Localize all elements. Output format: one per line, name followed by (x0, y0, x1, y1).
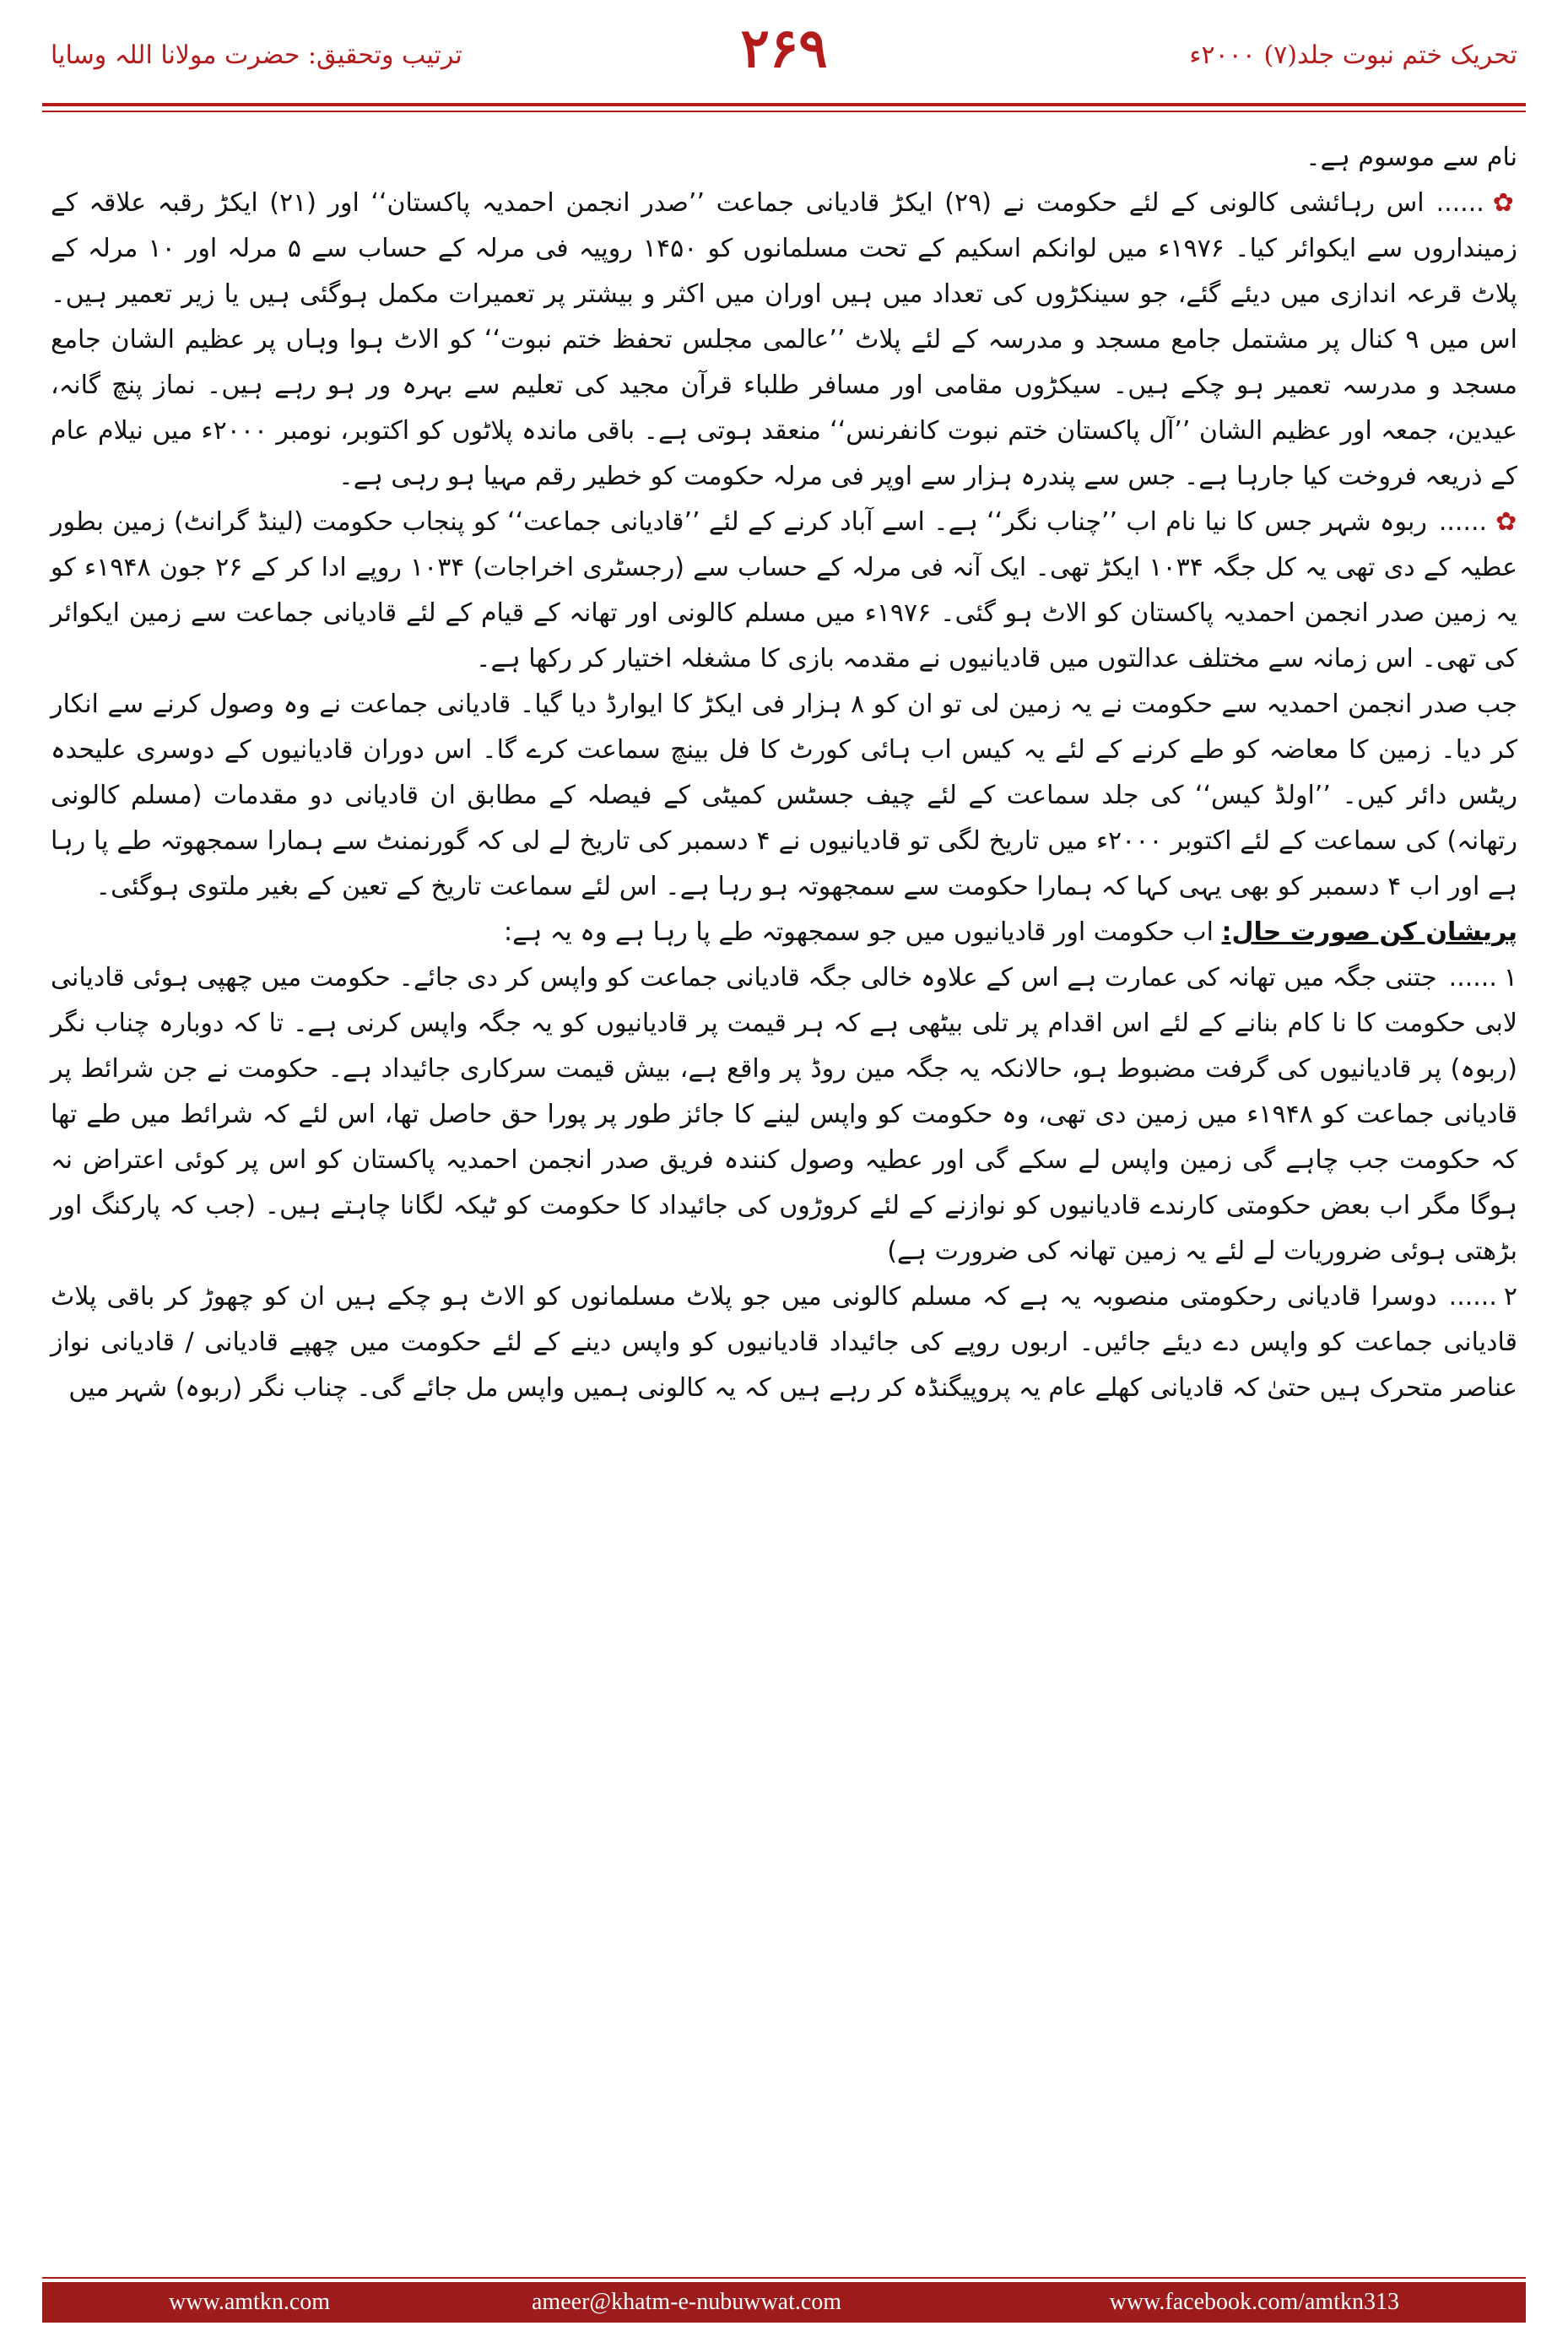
footer-divider (42, 2277, 1526, 2279)
paragraph-text: اس رہائشی کالونی کے لئے حکومت نے (۲۹) ایکڑ قادیانی جماعت ’’صدر انجمن احمدیہ پاکستان‘‘ اور (۲۱) ایکڑ رقبہ علاقہ کے زمینداروں سے ایکوائر کیا۔ ۱۹۷۶ء میں لوانکم اسکیم کے تحت مسلمانوں کو ۱۴۵۰ روپیہ فی مرلہ کے حساب سے ۵ مرلہ اور ۱۰ مرلہ کے پلاٹ قرعہ اندازی میں دیئے گئے، جو سینکڑوں کی تعداد میں ہیں اوران میں اکثر و بیشتر پر تعمیرات مکمل ہوگئی ہیں یا زیر تعمیر ہیں۔ اس میں ۹ کنال پر مشتمل جامع مسجد و مدرسہ کے لئے پلاٹ ’’عالمی مجلس تحفظ ختم نبوت‘‘ کو الاٹ ہوا وہاں پر عظیم الشان جامع مسجد و مدرسہ تعمیر ہو چکے ہیں۔ سیکڑوں مقامی اور مسافر طلباء قرآن مجید کی تعلیم سے بہرہ ور ہو رہے ہیں۔ نماز پنچ گانہ، عیدین، جمعہ اور عظیم الشان ’’آل پاکستان ختم نبوت کانفرنس‘‘ منعقد ہوتی ہے۔ باقی ماندہ پلاٹوں کو اکتوبر، نومبر ۲۰۰۰ء میں نیلام عام کے ذریعہ فروخت کیا جارہا ہے۔ جس سے پندرہ ہزار سے اوپر فی مرلہ حکومت کو خطیر رقم مہیا ہو رہی ہے۔ (51, 188, 1517, 491)
item-text: جتنی جگہ میں تھانہ کی عمارت ہے اس کے علاوہ خالی جگہ قادیانی جماعت کو واپس کر دی جائے۔ حکومت میں چھپی ہوئی قادیانی لابی حکومت کا نا کام بنانے کے لئے اس اقدام پر تلی بیٹھی ہے کہ ہر قیمت پر قادیانیوں کو یہ جگہ واپس کرنی ہے۔ تا کہ دوبارہ چناب نگر (ربوہ) پر قادیانیوں کی گرفت مضبوط ہو، حالانکہ یہ جگہ مین روڈ پر واقع ہے، بیش قیمت سرکاری جائیداد ہے۔ حکومت نے جن شرائط پر قادیانی جماعت کو ۱۹۴۸ء میں زمین دی تھی، وہ حکومت کو واپس لینے کا جائز طور پر پورا حق حاصل تھا، اس لئے کہ شرائط میں طے تھا کہ حکومت جب چاہے گی زمین واپس لے سکے گی اور عطیہ وصول کنندہ فریق صدر انجمن احمدیہ پاکستان کو اس پر کوئی اعتراض نہ ہوگا مگر اب بعض حکومتی کارندے قادیانیوں کو نوازنے کے لئے کروڑوں کی جائیداد کا حکومت کو ٹیکہ لگانا چاہتے ہیں۔ (جب کہ پارکنگ اور بڑھتی ہوئی ضروریات لے لئے یہ زمین تھانہ کی ضرورت ہے) (51, 963, 1518, 1266)
page-footer (42, 2282, 1526, 2323)
item-number: ۲ (1503, 1282, 1517, 1312)
list-item (51, 955, 1517, 1274)
bullet-dots: ...... (1438, 507, 1488, 537)
paragraph (51, 500, 1517, 682)
item-number: ۱ (1503, 963, 1517, 993)
bullet-dots: ...... (1448, 1282, 1497, 1312)
item-text: دوسرا قادیانی رحکومتی منصوبہ یہ ہے کہ مسلم کالونی میں جو پلاٹ مسلمانوں کو الاٹ ہو چکے ہیں ان کو چھوڑ کر باقی پلاٹ قادیانی جماعت کو واپس دے دیئے جائیں۔ اربوں روپے کی جائیداد قادیانیوں کو واپس دینے کے لئے حکومت میں چھپے قادیانی / قادیانی نواز عناصر متحرک ہیں حتیٰ کہ قادیانی کھلے عام یہ پروپیگنڈہ کر رہے ہیں کہ یہ کالونی ہمیں واپس مل جائے گی۔ چناب نگر (ربوہ) شہر میں (51, 1282, 1517, 1403)
page-number: ۲۶۹ (740, 17, 828, 80)
list-item (51, 1274, 1517, 1411)
compiler-credit: ترتیب وتحقیق: حضرت مولانا اللہ وسایا (51, 41, 462, 70)
facebook-link[interactable]: www.facebook.com/amtkn313 (1109, 2289, 1399, 2315)
heading-text: اب حکومت اور قادیانیوں میں جو سمجھوتہ طے پا رہا ہے وہ یہ ہے: (504, 917, 1214, 947)
section-heading (51, 910, 1517, 955)
page-header (51, 17, 1517, 110)
bullet-dots: ...... (1448, 963, 1497, 993)
email-link[interactable]: ameer@khatm-e-nubuwwat.com (532, 2289, 842, 2315)
paragraph (51, 181, 1517, 500)
paragraph: جب صدر انجمن احمدیہ سے حکومت نے یہ زمین لی تو ان کو ۸ ہزار فی ایکڑ کا ایوارڈ دیا گیا۔ قادیانی جماعت نے وہ وصول کرنے سے انکار کر دیا۔ زمین کا معاضہ کو طے کرنے کے لئے یہ کیس اب ہائی کورٹ کا فل بینچ سماعت کرے گا۔ اس دوران قادیانیوں کے دوسری علیحدہ ریٹس دائر کیں۔ ’’اولڈ کیس‘‘ کی جلد سماعت کے لئے چیف جسٹس کمیٹی کے فیصلہ کے مطابق ان قادیانی دو مقدمات (مسلم کالونی رتھانہ) کی سماعت کے لئے اکتوبر ۲۰۰۰ء میں تاریخ لگی تو قادیانیوں نے ۴ دسمبر کی تاریخ لے لی کہ گورنمنٹ سے ہمارا سمجھوتہ طے پا رہا ہے اور اب ۴ دسمبر کو بھی یہی کہا کہ ہمارا حکومت سے سمجھوتہ ہو رہا ہے۔ اس لئے سماعت تاریخ کے تعین کے بغیر ملتوی ہوگئی۔ (51, 690, 1518, 901)
header-divider (42, 103, 1526, 106)
bullet-dots: ...... (1436, 188, 1484, 218)
flower-bullet-icon: ✿ (1492, 188, 1517, 218)
page-body (51, 135, 1517, 1411)
paragraph-text: ربوہ شہر جس کا نیا نام اب ’’چناب نگر‘‘ ہے۔ اسے آباد کرنے کے لئے ’’قادیانی جماعت‘‘ کو پنجاب حکومت (لینڈ گرانٹ) زمین بطور عطیہ کے دی تھی یہ کل جگہ ۱۰۳۴ ایکڑ تھی۔ ایک آنہ فی مرلہ کے حساب سے (رجسٹری اخراجات) ۱۰۳۴ روپے ادا کر کے ۲۶ جون ۱۹۴۸ء کو یہ زمین صدر انجمن احمدیہ پاکستان کو الاٹ ہو گئی۔ ۱۹۷۶ء میں مسلم کالونی اور تھانہ کے قیام کے لئے قادیانی جماعت سے زمین ایکوائر کی تھی۔ اس زمانہ سے مختلف عدالتوں میں قادیانیوں نے مقدمہ بازی کا مشغلہ اختیار کر رکھا ہے۔ (51, 507, 1518, 673)
paragraph: نام سے موسوم ہے۔ (1306, 143, 1517, 172)
heading-label: پریشان کن صورت حال: (1221, 917, 1517, 947)
flower-bullet-icon: ✿ (1495, 507, 1517, 537)
book-title: تحریک ختم نبوت جلد(۷) ۲۰۰۰ء (1189, 41, 1517, 70)
website-link[interactable]: www.amtkn.com (169, 2289, 331, 2315)
header-divider-thin (42, 111, 1526, 112)
